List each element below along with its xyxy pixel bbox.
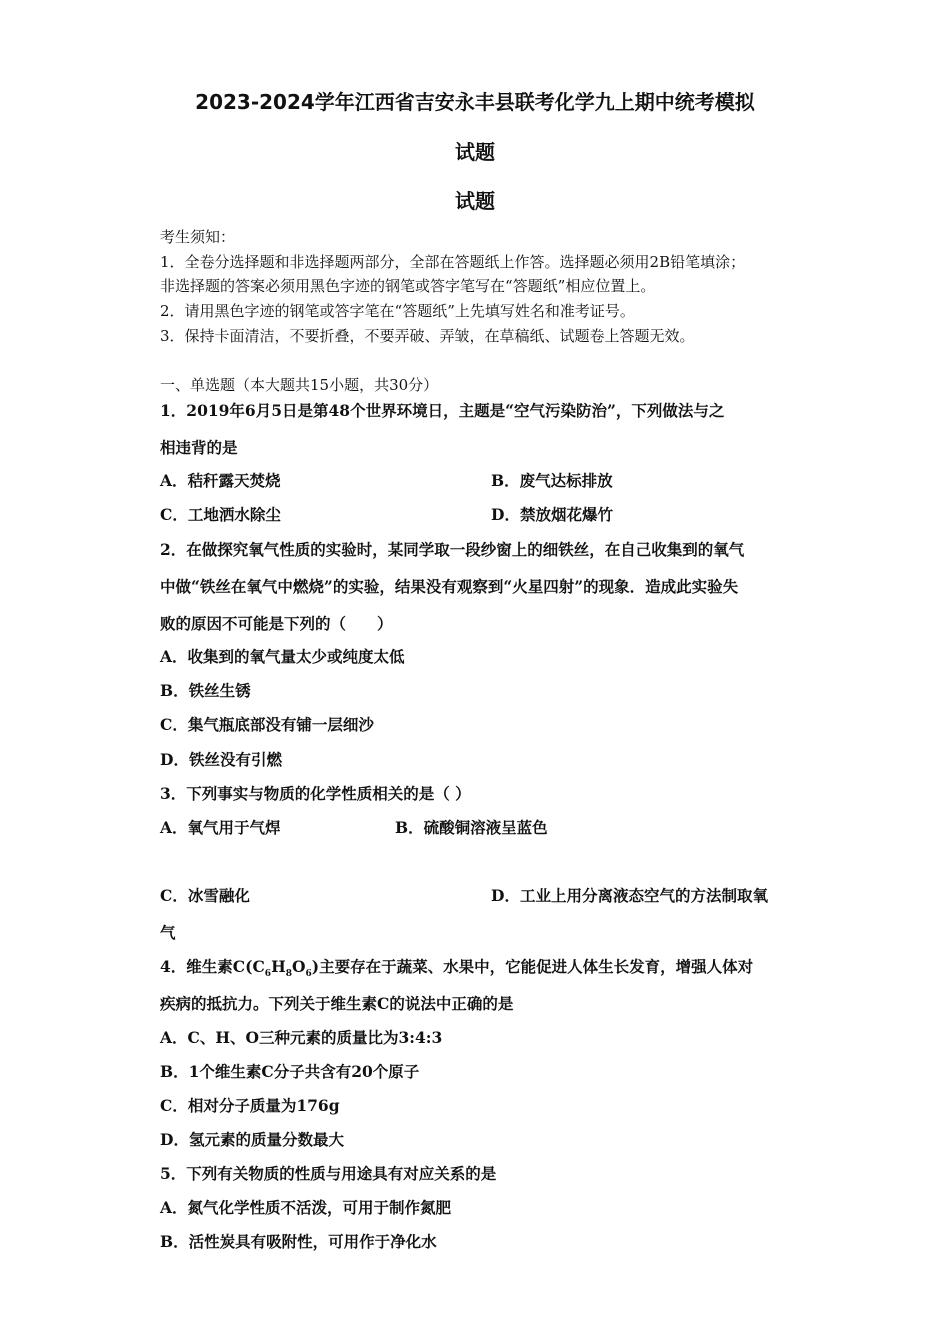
q3-option-b: B．硫酸铜溶液呈蓝色 [395, 818, 548, 837]
page-title-line-2: 试题 [455, 140, 495, 164]
q2-stem-line-2: 中做“铁丝在氧气中燃烧”的实验，结果没有观察到“火星四射”的现象．造成此实验失 [160, 577, 739, 596]
section-heading: 一、单选题（本大题共15小题，共30分） [160, 376, 439, 394]
q4-option-d: D．氢元素的质量分数最大 [160, 1130, 344, 1149]
formula-o: O [291, 957, 306, 976]
notice-item-1-cont: 非选择题的答案必须用黑色字迹的钢笔或答字笔写在“答题纸”相应位置上。 [160, 277, 656, 295]
q2-option-a: A．收集到的氧气量太少或纯度太低 [160, 647, 405, 666]
q3-option-d-cont: 气 [160, 923, 176, 942]
q2-stem-line-1: 2．在做探究氧气性质的实验时，某同学取一段纱窗上的细铁丝，在自己收集到的氧气 [160, 540, 745, 559]
q4-stem-prefix: 4．维生素C(C [160, 957, 265, 976]
notice-item-2: 2．请用黑色字迹的钢笔或答字笔在“答题纸”上先填写姓名和准考证号。 [160, 302, 635, 320]
q4-option-b: B．1个维生素C分子共含有20个原子 [160, 1062, 420, 1081]
notice-item-3: 3．保持卡面清洁，不要折叠，不要弄破、弄皱，在草稿纸、试题卷上答题无效。 [160, 327, 695, 345]
q2-option-d: D．铁丝没有引燃 [160, 750, 282, 769]
formula-subscript-h: 8 [285, 969, 292, 980]
q1-option-a: A．秸秆露天焚烧 [160, 471, 281, 490]
q3-option-d: D．工业上用分离液态空气的方法制取氧 [491, 886, 768, 905]
q5-option-a: A．氮气化学性质不活泼，可用于制作氮肥 [160, 1198, 452, 1217]
page-title-line-3: 试题 [455, 189, 495, 213]
q1-stem-line-1: 1．2019年6月5日是第48个世界环境日，主题是“空气污染防治”，下列做法与之 [160, 401, 725, 420]
q1-option-c: C．工地洒水除尘 [160, 505, 281, 524]
formula-subscript-o: 6 [305, 969, 312, 980]
q4-option-a: A．C、H、O三种元素的质量比为3:4:3 [160, 1028, 443, 1047]
q2-stem-line-3: 败的原因不可能是下列的（ ） [160, 614, 393, 633]
notice-item-1: 1．全卷分选择题和非选择题两部分，全部在答题纸上作答。选择题必须用2B铅笔填涂； [160, 253, 746, 271]
q1-stem-line-2: 相违背的是 [160, 438, 238, 457]
q4-stem-suffix: )主要存在于蔬菜、水果中，它能促进人体生长发育，增强人体对 [311, 957, 754, 976]
q3-stem: 3．下列事实与物质的化学性质相关的是（ ） [160, 784, 471, 803]
q1-option-d: D．禁放烟花爆竹 [491, 505, 613, 524]
q1-option-b: B．废气达标排放 [491, 471, 613, 490]
page-title-line-1: 2023-2024学年江西省吉安永丰县联考化学九上期中统考模拟 [195, 90, 755, 114]
q2-option-c: C．集气瓶底部没有铺一层细沙 [160, 715, 374, 734]
formula-subscript-c: 6 [264, 969, 272, 980]
formula-h: H [271, 957, 286, 976]
q4-option-c: C．相对分子质量为176g [160, 1096, 340, 1115]
q3-option-c: C．冰雪融化 [160, 886, 250, 905]
q5-option-b: B．活性炭具有吸附性，可用作于净化水 [160, 1232, 437, 1251]
q3-option-a: A．氧气用于气焊 [160, 818, 281, 837]
q5-stem: 5．下列有关物质的性质与用途具有对应关系的是 [160, 1164, 497, 1183]
q4-stem-line-1 [160, 956, 753, 978]
q2-option-b: B．铁丝生锈 [160, 681, 251, 700]
q4-stem-line-2: 疾病的抵抗力。下列关于维生素C的说法中正确的是 [160, 994, 514, 1013]
notice-heading: 考生须知： [160, 228, 236, 246]
